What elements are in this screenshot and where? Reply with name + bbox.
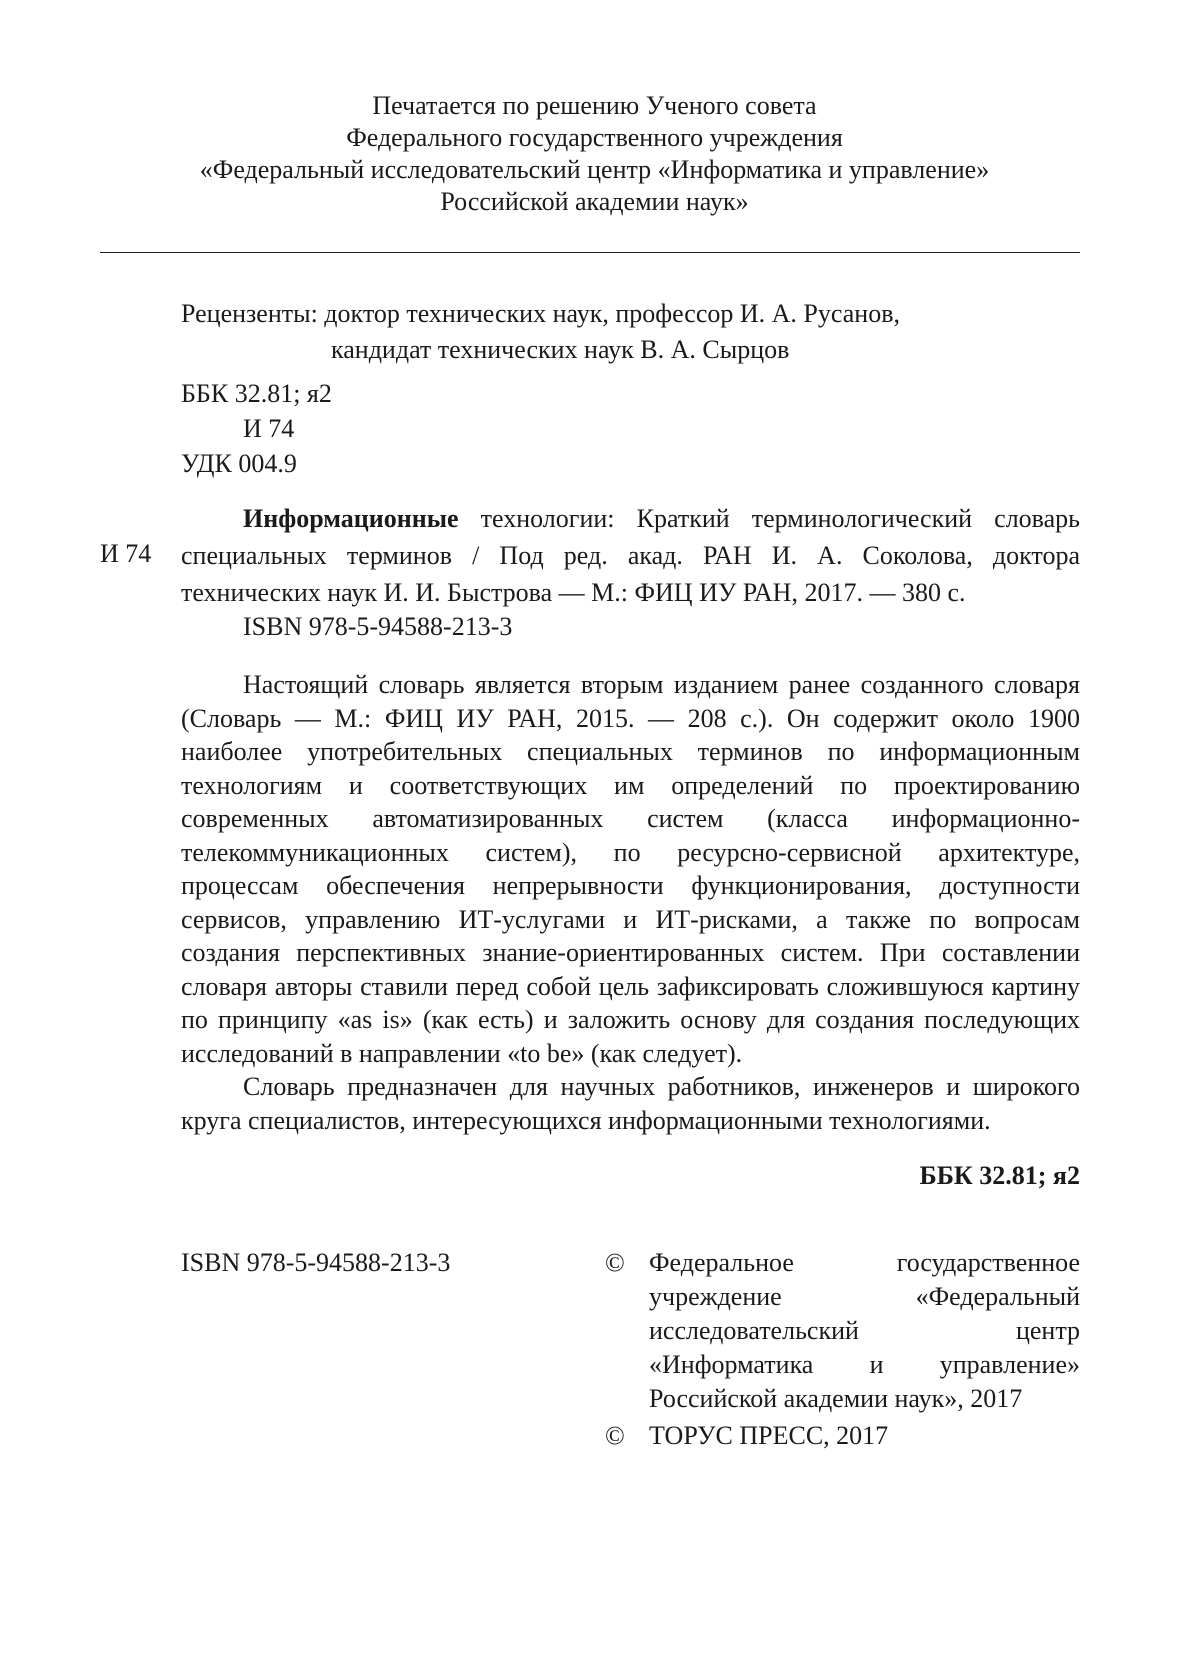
book-title-bold: Информационные — [243, 504, 459, 533]
copyright-holder: ТОРУС ПРЕСС, 2017 — [649, 1421, 889, 1450]
abstract-paragraph: Настоящий словарь является вторым изданием ранее созданного словаря (Словарь — М.: ФИЦ ИУ РАН, 2015. — 208 с.). Он содержит около 1900 наиболее употребительных специальных терминов по информационным технологиям и соответствующих им определений по проектированию современных автоматизированных систем (класса информационно-телекоммуникационных систем), по ресурсно-сервисной архитектуре, процессам обеспечения непрерывности функционирования, доступности сервисов, управлению ИТ-услугами и ИТ-рисками, а также по вопросам создания перспективных знание-ориентированных систем. При составлении словаря авторы ставили перед собой цель зафиксировать сложившуюся картину по принципу «as is» (как есть) и заложить основу для создания последующих исследований в направлении «to be» (как следует). — [181, 670, 1080, 1068]
abstract — [181, 668, 1080, 1137]
approval-line: Российской академии наук» — [440, 187, 749, 216]
side-author-sign: И 74 — [100, 539, 152, 568]
reviewers-line: кандидат технических наук В. А. Сырцов — [331, 335, 790, 364]
copyright-icon: © — [605, 1421, 625, 1450]
approval-header — [0, 90, 1189, 218]
isbn-bottom: ISBN 978-5-94588-213-3 — [181, 1248, 451, 1277]
bibliographic-record — [181, 500, 1080, 611]
reviewers-block — [181, 296, 900, 368]
copyright-block — [605, 1246, 1080, 1453]
bbk-code: ББК 32.81; я2 — [181, 379, 332, 408]
copyright-row — [605, 1246, 1080, 1416]
copyright-holder: Федеральное государственное учреждение «Федеральный исследовательский центр «Информатика и управление» Российской академии наук», 2017 — [649, 1248, 1080, 1413]
approval-line: «Федеральный исследовательский центр «Информатика и управление» — [199, 155, 990, 184]
isbn-top: ISBN 978-5-94588-213-3 — [243, 612, 513, 641]
approval-line: Федерального государственного учреждения — [346, 123, 843, 152]
author-sign: И 74 — [243, 414, 295, 443]
header-divider — [100, 252, 1080, 253]
bbk-bottom: ББК 32.81; я2 — [919, 1161, 1080, 1190]
bibliographic-text: технологии: Краткий терминологический словарь специальных терминов / Под ред. акад. РАН И. А. Соколова, доктора технических наук И. И. Быстрова — М.: ФИЦ ИУ РАН, 2017. — 380 с. — [181, 504, 1080, 607]
classification-block — [181, 376, 332, 481]
copyright-row — [605, 1419, 1080, 1453]
copyright-icon: © — [605, 1248, 625, 1277]
approval-line: Печатается по решению Ученого совета — [372, 91, 817, 120]
reviewers-line: Рецензенты: доктор технических наук, профессор И. А. Русанов, — [181, 299, 900, 328]
udk-code: УДК 004.9 — [181, 449, 297, 478]
abstract-paragraph: Словарь предназначен для научных работников, инженеров и широкого круга специалистов, интересующихся информационными технологиями. — [181, 1072, 1080, 1135]
